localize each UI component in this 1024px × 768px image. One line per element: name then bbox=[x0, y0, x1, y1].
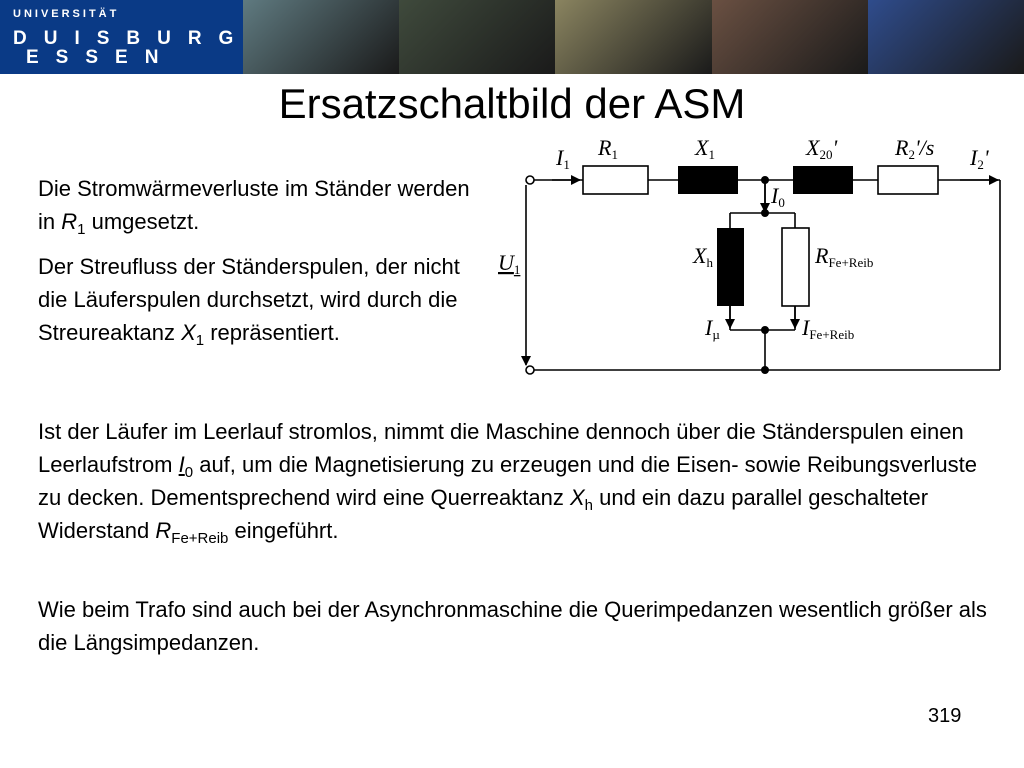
label-rfe: RFe+Reib bbox=[815, 243, 874, 270]
label-x1: X1 bbox=[695, 135, 715, 162]
header-photo bbox=[399, 0, 555, 74]
header-photo bbox=[555, 0, 711, 74]
node bbox=[761, 326, 769, 334]
reactance-x20 bbox=[793, 166, 853, 194]
node bbox=[761, 366, 769, 374]
reactance-xh bbox=[717, 228, 744, 306]
logo-university: UNIVERSITÄT bbox=[13, 8, 120, 20]
node bbox=[761, 209, 769, 217]
paragraph-impedances: Wie beim Trafo sind auch bei der Asynchronmaschine die Querimpedanzen wesentlich größer als die Längsimpedanzen. bbox=[38, 597, 987, 655]
label-i1: I1 bbox=[556, 145, 570, 172]
slide-title: Ersatzschaltbild der ASM bbox=[278, 80, 746, 127]
reactance-x1 bbox=[678, 166, 738, 194]
header-photo bbox=[712, 0, 868, 74]
label-x20: X20' bbox=[806, 135, 838, 162]
resistor-rfe bbox=[782, 228, 809, 306]
resistor-r2s bbox=[878, 166, 938, 194]
terminal-top bbox=[526, 176, 534, 184]
header-banner bbox=[0, 0, 1024, 74]
paragraph-stator-losses: Die Stromwärmeverluste im Ständer werden in $R_1$ umgesetzt. bbox=[38, 176, 470, 238]
label-i0: I0 bbox=[771, 183, 785, 210]
label-xh: Xh bbox=[693, 243, 713, 270]
equivalent-circuit-diagram bbox=[490, 125, 1010, 380]
paragraph-leakage-flux: Der Streufluss der Ständerspulen, der nicht die Läuferspulen durchsetzt, wird durch die Streureaktanz $X_1$ repräsentiert. bbox=[38, 254, 460, 349]
logo-essen: ESSEN bbox=[26, 47, 176, 68]
label-imu: Iµ bbox=[705, 315, 720, 342]
label-u1: U1 bbox=[498, 250, 521, 277]
label-i2: I2' bbox=[970, 145, 989, 172]
header-photo bbox=[868, 0, 1024, 74]
terminal-bottom bbox=[526, 366, 534, 374]
label-r2s: R2'/s bbox=[895, 135, 935, 162]
paragraph-no-load: Ist der Läufer im Leerlauf stromlos, nimmt die Maschine dennoch über die Ständerspulen einen Leerlaufstrom $I_0$ auf, um die Magnetisierung zu erzeugen und die Eisen- sowie Reibungsverluste zu decken. Dementsprechend wird eine Querreaktanz $X_h$ und ein dazu parallel geschalteter Widerstand $R_{Fe+Reib}$ eingeführt. bbox=[38, 419, 977, 547]
logo-duisburg: DUISBURG bbox=[13, 28, 251, 49]
header-photo bbox=[243, 0, 399, 74]
label-r1: R1 bbox=[598, 135, 618, 162]
resistor-r1 bbox=[583, 166, 648, 194]
label-ife: IFe+Reib bbox=[802, 315, 855, 342]
node bbox=[761, 176, 769, 184]
page-number: 319 bbox=[928, 705, 962, 727]
university-logo bbox=[0, 0, 251, 74]
